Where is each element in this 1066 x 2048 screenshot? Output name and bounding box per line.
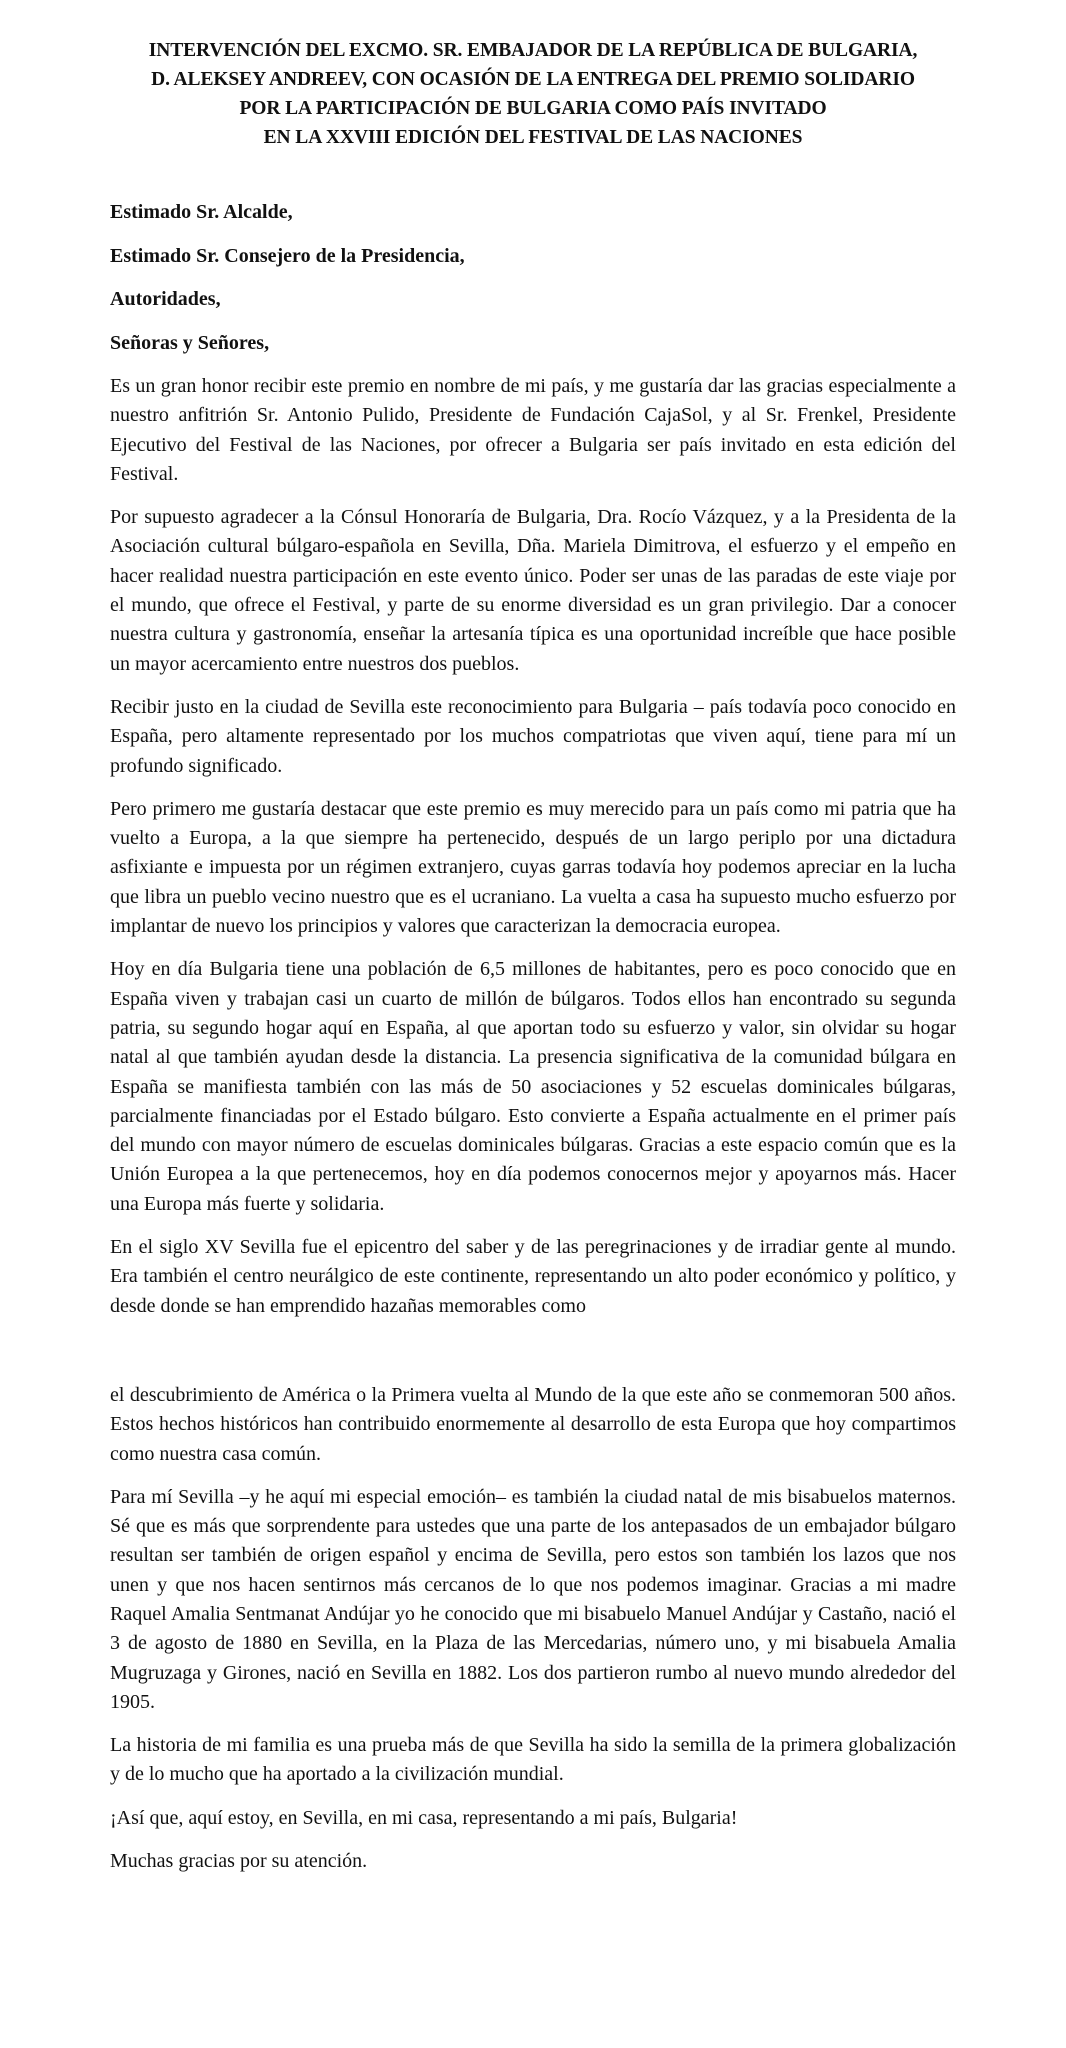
paragraph: Hoy en día Bulgaria tiene una población de 6,5 millones de habitantes, pero es poco conocido que en España viven y trabajan casi un cuarto de millón de búlgaros. Todos ellos han encontrado su segunda patria, su segundo hogar aquí en España, al que aportan todo su esfuerzo y valor, sin olvidar su hogar natal al que también ayudan desde la distancia. La presencia significativa de la comunidad búlgara en España se manifiesta también con las más de 50 asociaciones y 52 escuelas dominicales búlgaras, parcialmente financiadas por el Estado búlgaro. Esto convierte a España actualmente en el primer país del mundo con mayor número de escuelas dominicales búlgaras. Gracias a este espacio común que es la Unión Europea a la que pertenecemos, hoy en día podemos conocernos mejor y apoyarnos más. Hacer una Europa más fuerte y solidaria. [110, 958, 956, 1215]
salutation-mayor: Estimado Sr. Alcalde, [110, 201, 293, 223]
page-break [110, 1321, 956, 1381]
salutations [110, 198, 956, 358]
paragraph: Por supuesto agradecer a la Cónsul Honoraría de Bulgaria, Dra. Rocío Vázquez, y a la Presidenta de la Asociación cultural búlgaro-española en Sevilla, Dña. Mariela Dimitrova, el esfuerzo y el empeño en hacer realidad nuestra participación en este evento único. Poder ser unas de las paradas de este viaje por el mundo, que ofrece el Festival, y parte de su enorme diversidad es un gran privilegio. Dar a conocer nuestra cultura y gastronomía, enseñar la artesanía típica es una oportunidad increíble que hace posible un mayor acercamiento entre nuestros dos pueblos. [110, 506, 956, 675]
paragraph-closing-exclamation: ¡Así que, aquí estoy, en Sevilla, en mi casa, representando a mi país, Bulgaria! [110, 1806, 738, 1829]
title-line: EN LA XXVIII EDICIÓN DEL FESTIVAL DE LAS NACIONES [263, 127, 803, 148]
salutation-authorities: Autoridades, [110, 288, 221, 310]
paragraph: Es un gran honor recibir este premio en nombre de mi país, y me gustaría dar las gracias especialmente a nuestro anfitrión Sr. Antonio Pulido, Presidente de Fundación CajaSol, y al Sr. Frenkel, Presidente Ejecutivo del Festival de las Naciones, por ofrecer a Bulgaria ser país invitado en esta edición del Festival. [110, 375, 956, 485]
paragraph: Recibir justo en la ciudad de Sevilla este reconocimiento para Bulgaria – país todavía poco conocido en España, pero altamente representado por los muchos compatriotas que viven aquí, tiene para mí un profundo significado. [110, 695, 956, 777]
paragraph: La historia de mi familia es una prueba más de que Sevilla ha sido la semilla de la primera globalización y de lo mucho que ha aportado a la civilización mundial. [110, 1734, 956, 1786]
salutation-councillor: Estimado Sr. Consejero de la Presidencia, [110, 244, 465, 267]
document-page [110, 0, 956, 1890]
title-line: POR LA PARTICIPACIÓN DE BULGARIA COMO PAÍS INVITADO [239, 98, 827, 119]
paragraph: Para mí Sevilla –y he aquí mi especial emoción– es también la ciudad natal de mis bisabuelos maternos. Sé que es más que sorprendente para ustedes que una parte de los antepasados de un embajador búlgaro resultan ser también de origen español y encima de Sevilla, pero estos son también los lazos que nos unen y que nos hacen sentirnos más cercanos de lo que nos podemos imaginar. Gracias a mi madre Raquel Amalia Sentmanat Andújar yo he conocido que mi bisabuelo Manuel Andújar y Castaño, nació el 3 de agosto de 1880 en Sevilla, en la Plaza de las Mercedarias, número uno, y mi bisabuela Amalia Mugruzaga y Girones, nació en Sevilla en 1882. Los dos partieron rumbo al nuevo mundo alrededor del 1905. [110, 1485, 956, 1713]
paragraph-closing-thanks: Muchas gracias por su atención. [110, 1850, 368, 1873]
title-line: D. ALEKSEY ANDREEV, CON OCASIÓN DE LA ENTREGA DEL PREMIO SOLIDARIO [151, 69, 915, 90]
paragraph: Pero primero me gustaría destacar que este premio es muy merecido para un país como mi patria que ha vuelto a Europa, a la que siempre ha pertenecido, después de un largo periplo por una dictadura asfixiante e impuesta por un régimen extranjero, cuyas garras todavía hoy podemos apreciar en la lucha que libra un pueblo vecino nuestro que es el ucraniano. La vuelta a casa ha supuesto mucho esfuerzo por implantar de nuevo los principios y valores que caracterizan la democracia europea. [110, 797, 956, 938]
salutation-ladies-gentlemen: Señoras y Señores, [110, 331, 270, 354]
paragraph-continuation: el descubrimiento de América o la Primera vuelta al Mundo de la que este año se conmemoran 500 años. Estos hechos históricos han contribuido enormemente al desarrollo de esta Europa que hoy compartimos como nuestra casa común. [110, 1383, 956, 1465]
speech-body [110, 372, 956, 1876]
title-line: INTERVENCIÓN DEL EXCMO. SR. EMBAJADOR DE LA REPÚBLICA DE BULGARIA, [148, 40, 918, 61]
paragraph: En el siglo XV Sevilla fue el epicentro del saber y de las peregrinaciones y de irradiar gente al mundo. Era también el centro neurálgico de este continente, representando un alto poder económico y político, y desde donde se han emprendido hazañas memorables como [110, 1236, 956, 1317]
document-title [110, 36, 956, 152]
